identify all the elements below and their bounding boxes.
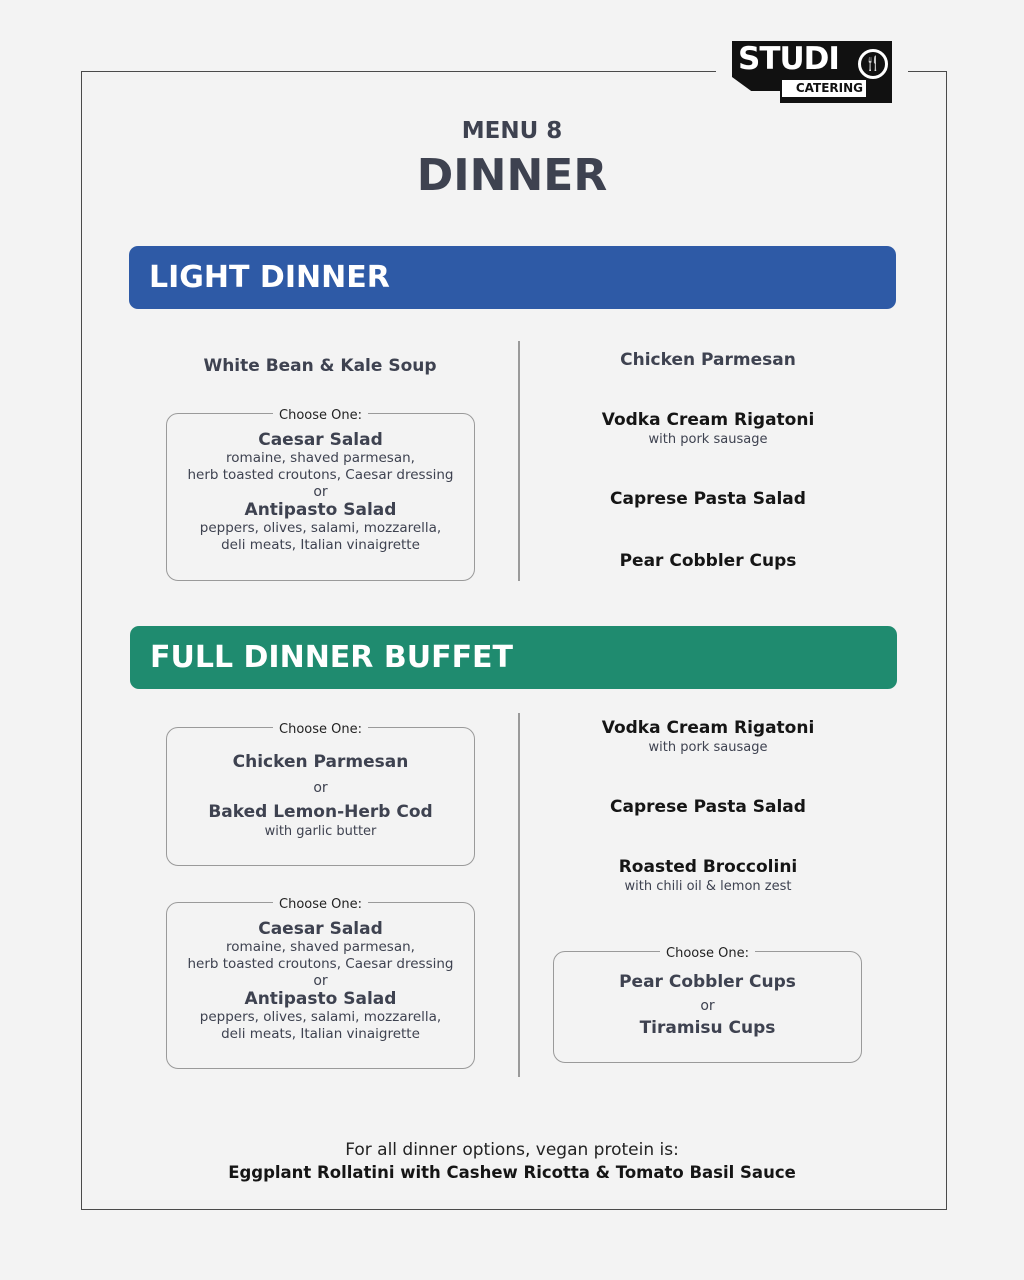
caesar-desc-2: herb toasted croutons, Caesar dressing [187, 467, 454, 483]
logo-subtitle: CATERING [782, 80, 866, 97]
pear-cobbler-cups: Pear Cobbler Cups [619, 972, 796, 992]
antipasto-desc-1: peppers, olives, salami, mozzarella, [199, 520, 442, 536]
column-divider [518, 713, 520, 1077]
choose-one-label: Choose One: [167, 893, 474, 912]
light-right-item-4: Pear Cobbler Cups [619, 551, 797, 571]
full-dinner-banner: FULL DINNER BUFFET [130, 626, 897, 689]
antipasto-salad: Antipasto Salad [244, 989, 397, 1009]
caesar-desc-1: romaine, shaved parmesan, [226, 450, 415, 466]
choice-options [167, 752, 474, 839]
fork-knife-icon: 🍴 [858, 49, 888, 79]
caesar-salad: Caesar Salad [258, 919, 383, 939]
studio-catering-logo [732, 35, 894, 103]
light-soup [140, 356, 500, 376]
choice-options [554, 972, 861, 1038]
light-salad-choice-box [166, 408, 475, 581]
vegan-note: For all dinner options, vegan protein is: [345, 1140, 679, 1160]
antipasto-desc-2: deli meats, Italian vinaigrette [221, 537, 420, 553]
light-right-item-2: Vodka Cream Rigatoni with pork sausage [601, 410, 815, 447]
full-right-item-3: Roasted Broccolini with chili oil & lemon zest [618, 857, 798, 894]
soup-name: White Bean & Kale Soup [203, 356, 437, 376]
chicken-parmesan: Chicken Parmesan [232, 752, 409, 772]
choose-one-label: Choose One: [554, 942, 861, 961]
choose-one-label: Choose One: [167, 718, 474, 737]
cod-sub: with garlic butter [264, 824, 377, 839]
or-label: or [313, 780, 328, 796]
caesar-salad: Caesar Salad [258, 430, 383, 450]
baked-cod: Baked Lemon-Herb Cod [208, 802, 433, 822]
full-right-item-2: Caprese Pasta Salad [610, 797, 806, 817]
or-label: or [313, 973, 328, 989]
caesar-desc-1: romaine, shaved parmesan, [226, 939, 415, 955]
page-title: DINNER [416, 150, 608, 201]
choice-options [167, 430, 474, 554]
light-right-item-1: Chicken Parmesan [620, 350, 796, 370]
antipasto-salad: Antipasto Salad [244, 500, 397, 520]
column-divider [518, 341, 520, 581]
choose-one-label: Choose One: [167, 404, 474, 423]
menu-number: MENU 8 [461, 118, 563, 144]
antipasto-desc-2: deli meats, Italian vinaigrette [221, 1026, 420, 1042]
or-label: or [313, 484, 328, 500]
logo-word: STUDI [738, 41, 839, 77]
caesar-desc-2: herb toasted croutons, Caesar dressing [187, 956, 454, 972]
light-dinner-banner: LIGHT DINNER [129, 246, 896, 309]
light-right-item-3: Caprese Pasta Salad [610, 489, 806, 509]
full-right-item-1: Vodka Cream Rigatoni with pork sausage [601, 718, 815, 755]
entree-choice-box [166, 722, 475, 866]
vegan-protein: Eggplant Rollatini with Cashew Ricotta & Tomato Basil Sauce [228, 1163, 796, 1182]
antipasto-desc-1: peppers, olives, salami, mozzarella, [199, 1009, 442, 1025]
tiramisu-cups: Tiramisu Cups [639, 1018, 776, 1038]
salad-choice-box [166, 897, 475, 1069]
or-label: or [700, 998, 715, 1014]
choice-options [167, 919, 474, 1043]
dessert-choice-box [553, 946, 862, 1063]
